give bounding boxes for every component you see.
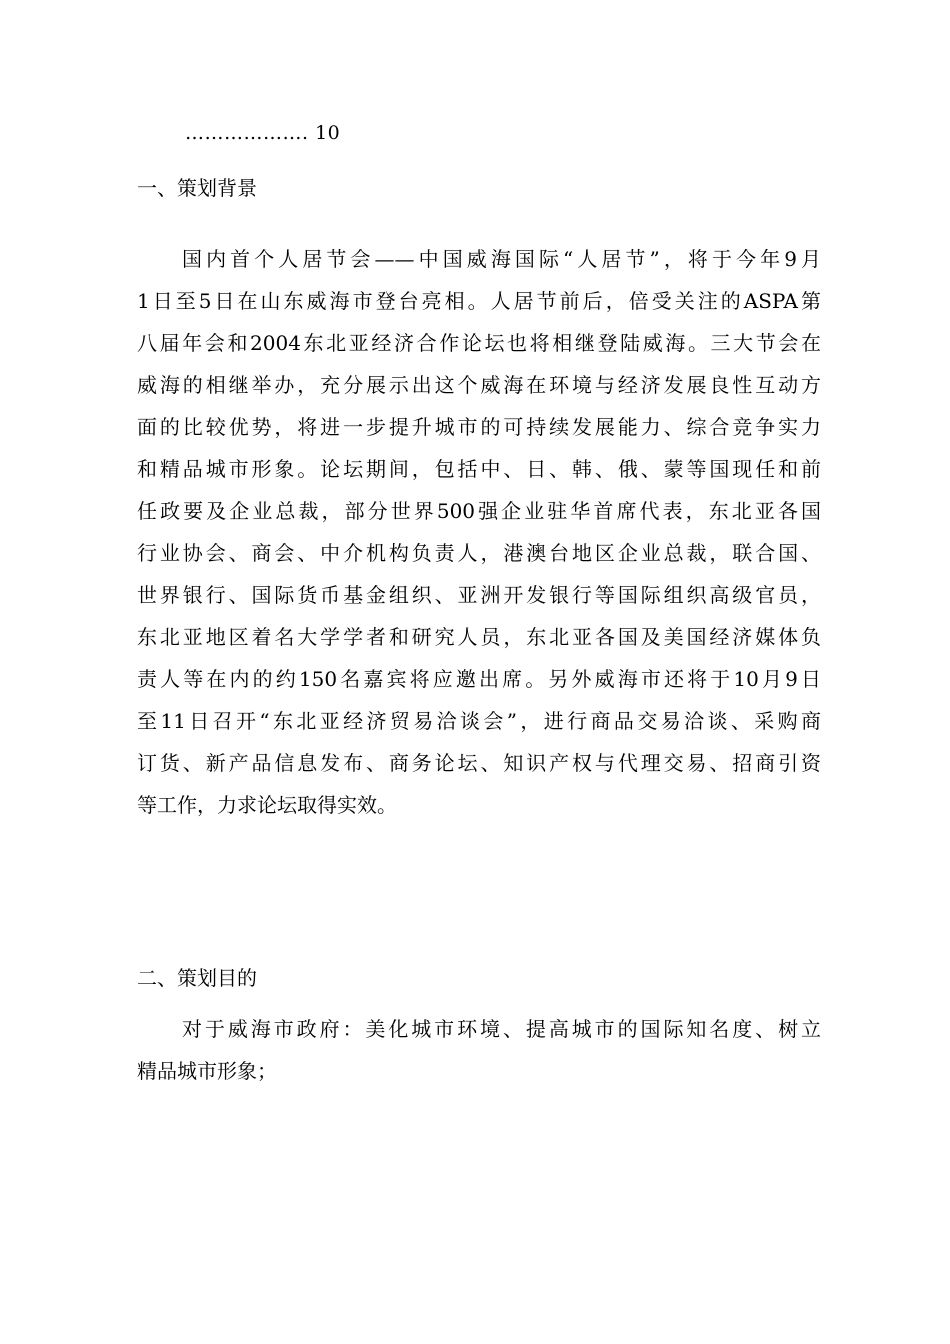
paragraph-line: 八届年会和2004东北亚经济合作论坛也将相继登陆威海。三大节会在 [137,331,821,355]
paragraph-line: 国内首个人居节会——中国威海国际“人居节”，将于今年9月 [182,247,821,271]
paragraph-line: 威海的相继举办，充分展示出这个威海在环境与经济发展良性互动方 [137,373,821,397]
paragraph-line: 任政要及企业总裁，部分世界500强企业驻华首席代表，东北亚各国 [137,499,821,523]
paragraph-line: 面的比较优势，将进一步提升城市的可持续发展能力、综合竞争实力 [137,415,821,439]
section-heading-background: 一、策划背景 [137,176,257,200]
paragraph-line: 和精品城市形象。论坛期间，包括中、日、韩、俄、蒙等国现任和前 [137,457,821,481]
toc-entry: ………………. 10 [185,122,341,144]
paragraph-line: 对于威海市政府：美化城市环境、提高城市的国际知名度、树立 [182,1017,821,1041]
section-heading-purpose: 二、策划目的 [137,966,257,990]
paragraph-line: 精品城市形象； [137,1059,277,1083]
paragraph-line: 等工作，力求论坛取得实效。 [137,793,397,817]
paragraph-line: 世界银行、国际货币基金组织、亚洲开发银行等国际组织高级官员， [137,583,821,607]
background-paragraph [137,238,821,826]
paragraph-line: 订货、新产品信息发布、商务论坛、知识产权与代理交易、招商引资 [137,751,821,775]
paragraph-line: 至11日召开“东北亚经济贸易洽谈会”，进行商品交易洽谈、采购商 [137,709,821,733]
purpose-paragraph [137,1008,821,1092]
paragraph-line: 1日至5日在山东威海市登台亮相。人居节前后，倍受关注的ASPA第 [137,289,821,313]
paragraph-line: 行业协会、商会、中介机构负责人，港澳台地区企业总裁，联合国、 [137,541,821,565]
paragraph-line: 东北亚地区着名大学学者和研究人员，东北亚各国及美国经济媒体负 [137,625,821,649]
paragraph-line: 责人等在内的约150名嘉宾将应邀出席。另外威海市还将于10月9日 [137,667,821,691]
